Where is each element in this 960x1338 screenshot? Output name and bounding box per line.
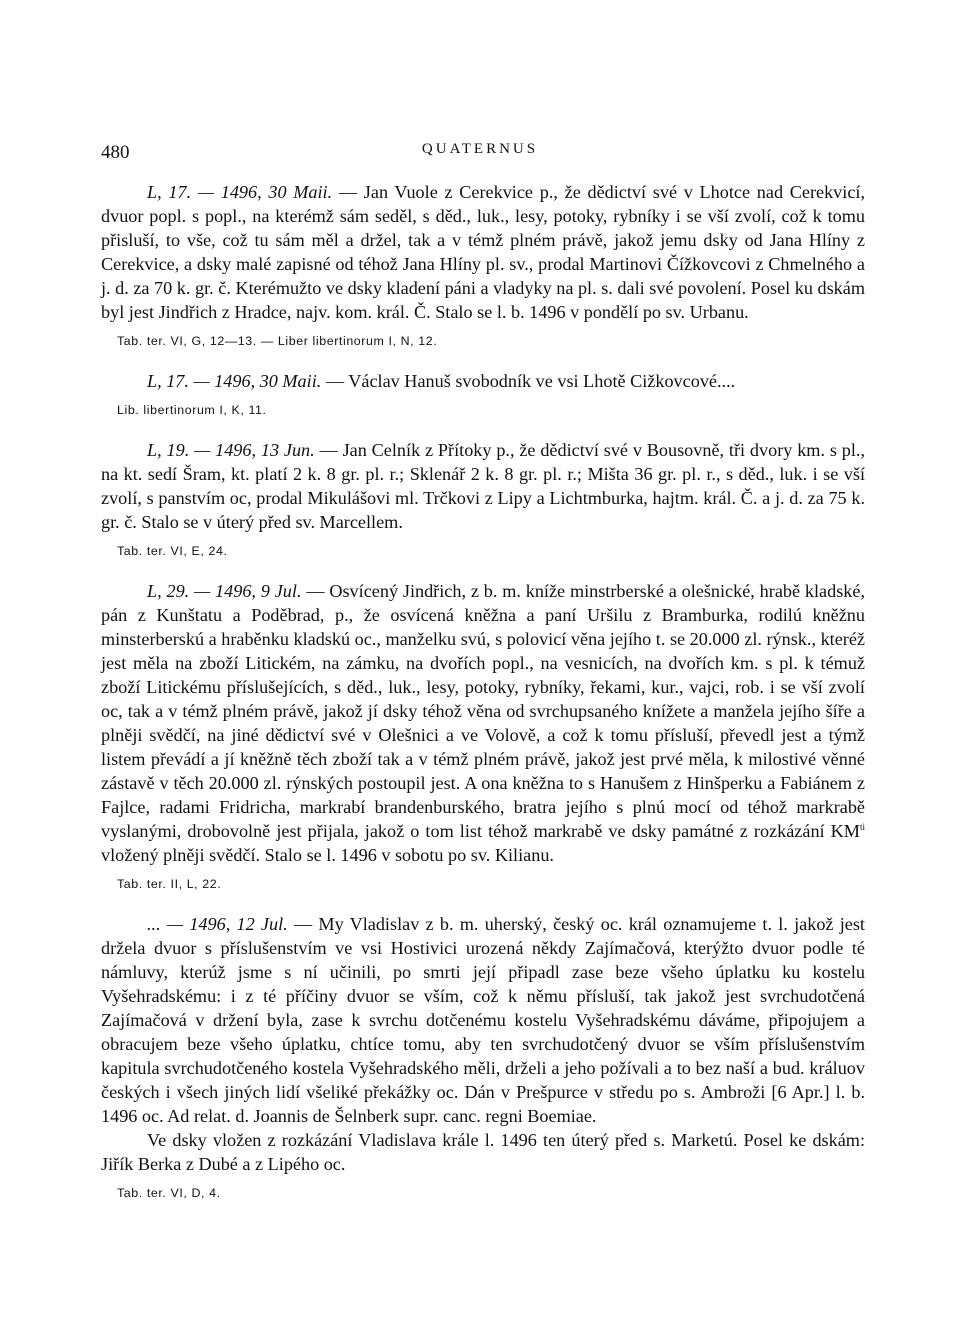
entry-text — [101, 438, 865, 534]
entry-body: — My Vladislav z b. m. uherský, český oc. král oznamujeme t. l. jakož jest držela dvuor s příslušenstvím ve vsi Hostivici urozená někdy Zajímačová, kterýžto dvuor podle té námluvy, kterúž jsme s ní učinili, po smrti její připadl zase beze všeho úplatku ku kostelu Vyšehradskému: i z té příčiny dvuor se vším, což k němu přísluší, tak jakož jest svrchudotčená Zajímačová v držení byla, zase k svrchu dotčenému kostelu Vyšehradskému dáváme, připojujem a obracujem beze všeho úplatku, chtíce tomu, aby ten svrchudotčený dvuor se vším příslušenstvím kapitula svrchudotčeného kostela Vyšehradského měli, drželi a jeho požívali a to bez naší a bud. králuov českých i všech jiných lidí všeliké překážky oc. Dán v Prešpurce v středu po s. Ambroži [6 Apr.] l. b. 1496 oc. Ad relat. d. Joannis de Šelnberk supr. canc. regni Boemiae. — [101, 914, 865, 1126]
entry — [101, 438, 865, 560]
entry-heading: ... — 1496, 12 Jul. — [147, 914, 288, 934]
entry-body: — Václav Hanuš svobodník ve vsi Lhotě Cižkovcové.... — [321, 371, 736, 391]
entry-text — [101, 579, 865, 867]
entry-body: — Jan Celník z Přítoky p., že dědictví své v Bousovně, tři dvory km. s pl., na kt. sedí Šram, kt. platí 2 k. 8 gr. pl. r.; Sklenář 2 k. 8 gr. pl. r.; Mišta 36 gr. pl. r., s děd., luk. i se vší zvolí, s panstvím oc, prodal Mikulášovi ml. Trčkovi z Lipy a Lichtmburka, hajtm. král. Č. a j. d. za 75 k. gr. č. Stalo se v úterý před sv. Marcellem. — [101, 440, 865, 532]
entry-body: — Osvícený Jindřich, z b. m. kníže minstrberské a olešnické, hrabě kladské, pán z Kunštatu a Poděbrad, p., že osvícená kněžna a paní Uršilu z Bramburka, rodilú kněžnu minsterberskú a hraběnku kladskú oc., manželku svú, s polovicí věna jejího t. se 20.000 zl. rýnsk., kteréž jest měla na zboží Litickém, na zámku, na dvořích popl., na vesnicích, na dvořích km. s pl. k témuž zboží Litickému příslušejících, s děd., luk., lesy, potoky, rybníky, řekami, kur., vajci, rob. i se vší zvolí oc, tak a v témž plném právě, jakož jí dsky téhož věna od svrchupsaného knížete a manžela jejího šíře a plněji svědčí, na jiné dědictví své v Olešnici a ve Volově, a což k tomu přísluší, převedl jest a týmž listem převádí a jí kněžně těch zboží tak a v témž plném právě, jakož jest prvé měla, k milostivé věnné zástavě v těch 20.000 zl. rýnských postoupil jest. A ona kněžna to s Hanušem z Hinšperku a Fabiánem z Fajlce, radami Fridricha, markrabí brandenburského, bratra jejího s plnú mocí od téhož markrabě vyslanými, drobovolně jest přijala, jakož o tom list téhož markrabě ve dsky památné z rozkázání KM — [101, 581, 865, 841]
entry-body-second-paragraph: Ve dsky vložen z rozkázání Vladislava krále l. 1496 ten úterý před s. Marketú. Posel ke dskám: Jiřík Berka z Dubé a z Lipého oc. — [101, 1130, 865, 1174]
entry — [101, 912, 865, 1202]
source-citation: Tab. ter. VI, E, 24. — [117, 544, 228, 558]
entry-paragraph — [101, 1128, 865, 1176]
entry-heading: L, 29. — 1496, 9 Jul. — [147, 581, 302, 601]
entry-text — [101, 912, 865, 1128]
page-content — [101, 180, 865, 1202]
superscript: ti — [859, 821, 865, 832]
entry — [101, 369, 865, 419]
source-citation: Lib. libertinorum I, K, 11. — [117, 403, 267, 417]
entry-heading: L, 19. — 1496, 13 Jun. — [147, 440, 315, 460]
source-citation: Tab. ter. II, L, 22. — [117, 877, 222, 891]
entry-text — [101, 180, 865, 324]
entry-body-continued: vložený plněji svědčí. Stalo se l. 1496 v sobotu po sv. Kilianu. — [101, 845, 554, 865]
entry-text — [101, 369, 865, 393]
entry — [101, 579, 865, 893]
entry — [101, 180, 865, 350]
entry-body: — Jan Vuole z Cerekvice p., že dědictví své v Lhotce nad Cerekvicí, dvuor popl. s popl., na kterémž sám seděl, s děd., luk., lesy, potoky, rybníky i se vší zvolí, což k tomu přisluší, to vše, což tu sám měl a držel, tak a v témž plném právě, jakož jemu dsky od Jana Hlíny z Cerekvice, a dsky malé zapisné od téhož Jana Hlíny pl. sv., prodal Martinovi Čížkovcovi z Chmelného a j. d. za 70 k. gr. č. Kterémužto ve dsky kladení páni a vladyky na pl. s. dali své povolení. Posel ku dskám byl jest Jindřich z Hradce, najv. kom. král. Č. Stalo se l. b. 1496 v pondělí po sv. Urbanu. — [101, 182, 865, 322]
entry-heading: L, 17. — 1496, 30 Maii. — [147, 182, 333, 202]
entry-heading: L, 17. — 1496, 30 Maii. — [147, 371, 322, 391]
running-title: QUATERNUS — [421, 141, 539, 157]
source-citation: Tab. ter. VI, G, 12—13. — Liber libertinorum I, N, 12. — [117, 334, 438, 348]
source-citation: Tab. ter. VI, D, 4. — [117, 1186, 221, 1200]
page-number: 480 — [101, 142, 130, 163]
